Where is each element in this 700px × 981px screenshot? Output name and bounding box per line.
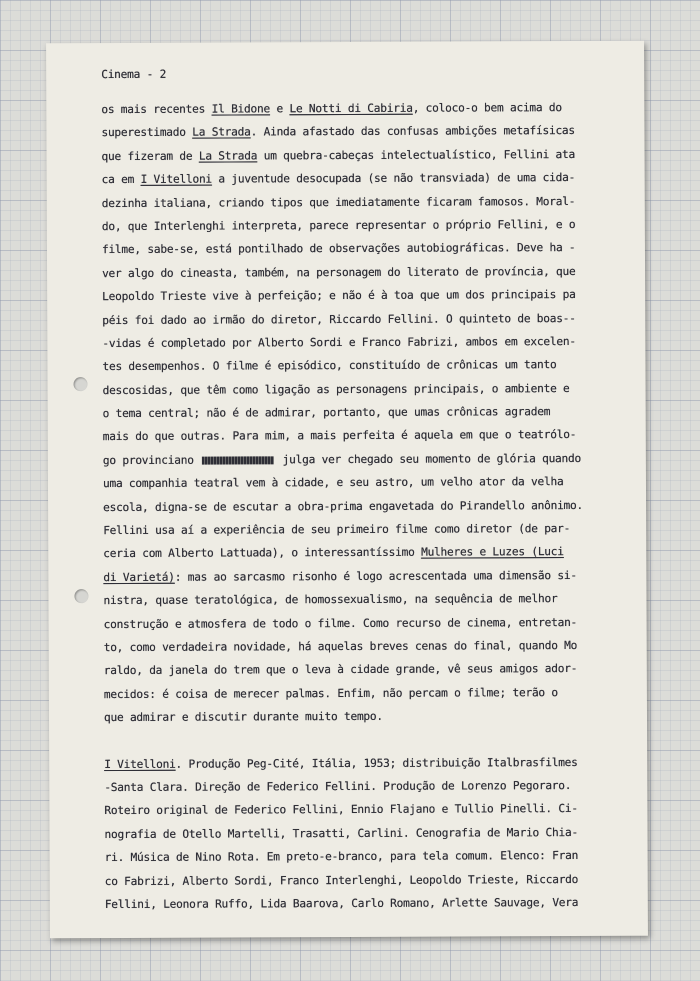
text-line: escola, digna-se de escutar a obra-prima engavetada do Pirandello anônimo. [103, 498, 584, 514]
film-title: Mulheres e Luzes (Luci [421, 545, 564, 560]
film-title: La Strada [192, 125, 251, 140]
text-line: raldo, da janela do trem que o leva à cidade grande, vê seus amigos ador- [103, 662, 578, 678]
typewritten-text [101, 61, 635, 917]
punch-hole [74, 589, 88, 603]
text-line: mais do que outras. Para mim, a mais perfeita é aquela em que o teatrólo- [102, 428, 577, 444]
credits-line: nografia de Otello Martelli, Trasatti, Carlini. Cenografia de Mario Chia- [104, 825, 578, 841]
film-title: di Varietá) [103, 570, 175, 584]
credits-line: Fellini, Leonora Ruffo, Lida Baarova, Carlo Romano, Arlette Sauvage, Vera [104, 895, 579, 911]
credits-line: I Vitelloni. Produção Peg-Cité, Itália, 1953; distribuição Italbrasfilmes [104, 755, 578, 771]
text-line: Fellini usa aí a experiência de seu primeiro filme como diretor (de par- [103, 522, 571, 538]
credits-line: ri. Música de Nino Rota. Em preto-e-branco, para tela comum. Elenco: Fran [104, 849, 579, 865]
film-title: I Vitelloni [104, 757, 176, 771]
credits-line: co Fabrizi, Alberto Sordi, Franco Interlenghi, Leopoldo Trieste, Riccardo [104, 872, 579, 888]
text-line: Leopoldo Trieste vive à perfeição; e não é à toa que um dos principais pa [102, 288, 576, 304]
film-title: Il Bidone [211, 102, 271, 116]
film-title: I Vitelloni [140, 172, 212, 187]
film-title: La Strada [198, 149, 258, 163]
punch-hole [74, 377, 88, 391]
text-line: di Varietá): mas ao sarcasmo risonho é logo acrescentada uma dimensão si- [103, 568, 577, 584]
typed-page [46, 41, 648, 939]
text-line: o tema central; não é de admirar, portanto, que umas crônicas agradem [102, 405, 551, 421]
text-line: descosidas, que têm como ligação as personagens principais, o ambiente e [102, 381, 570, 397]
page-header: Cinema - 2 [101, 67, 167, 82]
text-line: péis foi dado ao irmão do diretor, Riccardo Fellini. O quinteto de boas-- [102, 311, 576, 327]
text-line: ceria com Alberto Lattuada), o interessantíssimo Mulheres e Luzes (Luci [103, 545, 564, 561]
text-line: filme, sabe-se, está pontilhado de observações autobiográficas. Deve ha - [101, 241, 576, 257]
text-line: tes desempenhos. O filme é episódico, constituído de crônicas um tanto [102, 358, 557, 374]
text-line: nistra, quase teratológica, de homossexualismo, na sequência de melhor [103, 592, 558, 608]
struck-out-word [202, 456, 274, 464]
text-line: que admirar e discutir durante muito tempo. [103, 710, 383, 725]
film-title: Le Notti di Cabiria [289, 101, 413, 116]
text-line: mecidos: é coisa de merecer palmas. Enfim, não percam o filme; terão o [103, 685, 558, 701]
text-line: uma companhia teatral vem à cidade, e seu astro, um velho ator da velha [102, 475, 564, 491]
text-line: dezinha italiana, criando tipos que imediatamente ficaram famosos. Moral- [101, 194, 576, 210]
text-line: go provinciano julga ver chegado seu momento de glória quando [102, 451, 582, 467]
text-line: superestimado La Strada. Ainda afastado das confusas ambições metafísicas [101, 124, 575, 140]
credits-line: -Santa Clara. Direção de Federico Fellini. Produção de Lorenzo Pegoraro. [104, 778, 572, 794]
text-line: to, como verdadeira novidade, há aquelas breves cenas do final, quando Mo [103, 638, 578, 655]
text-line: construção e atmosfera de todo o filme. Como recurso de cinema, entretan- [103, 615, 578, 631]
credits-line: Roteiro original de Federico Fellini, Ennio Flajano e Tullio Pinelli. Ci- [104, 802, 578, 818]
text-line: ca em I Vitelloni a juventude desocupada (se não transviada) de uma cida- [101, 171, 576, 187]
text-line: os mais recentes Il Bidone e Le Notti di Cabiria, coloco-o bem acima do [101, 101, 562, 117]
text-line: que fizeram de La Strada um quebra-cabeças intelectualístico, Fellini ata [101, 147, 576, 163]
text-line: ver algo do cineasta, também, na personagem do literato de província, que [102, 264, 576, 280]
text-line: -vidas é completado por Alberto Sordi e Franco Fabrizi, ambos em excelen- [102, 334, 576, 350]
text-line: do, que Interlenghi interpreta, parece representar o próprio Fellini, e o [101, 217, 576, 234]
